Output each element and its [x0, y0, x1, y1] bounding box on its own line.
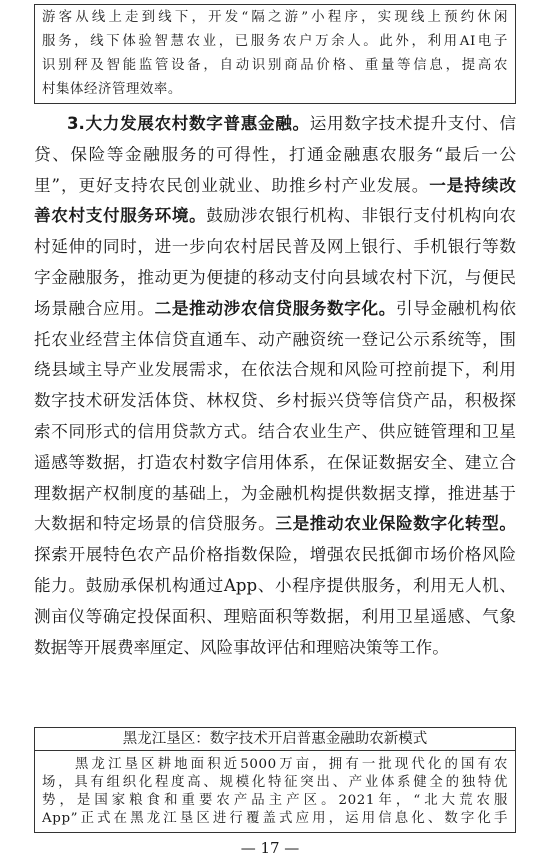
case-top-line: 识别秤及智能监管设备，自动识别商品价格、重量等信息，提高农 — [42, 58, 508, 73]
case-bottom-line: 场，具有组织化程度高、规模化特征突出、产业体系健全的独特优 — [42, 775, 508, 790]
body-line — [34, 329, 516, 351]
body-text: 字金融服务，推动更为便捷的移动支付向县域农村下沉，与便民 — [34, 268, 516, 287]
body-line — [34, 236, 516, 258]
case-box-title: 黑龙江垦区：数字技术开启普惠金融助农新模式 — [122, 731, 428, 747]
body-text: 理数据产权制度的基础上，为金融机构提供数据支撑，推进基于 — [34, 483, 516, 503]
body-text: 大数据和特定场景的信贷服务。 — [34, 514, 276, 534]
body-text: 托农业经营主体信贷直通车、动产融资统一登记公示系统等，围 — [34, 329, 516, 349]
body-line — [34, 637, 516, 659]
case-bottom-line: App”正式在黑龙江垦区进行覆盖式应用，运用信息化、数字化手 — [42, 811, 508, 826]
body-text: 场景融合应用。 — [34, 298, 155, 318]
body-line — [34, 113, 516, 135]
body-text: 绕县域主导产业发展需求，在依法合规和风险可控前提下，利用 — [34, 360, 516, 380]
body-emphasis: 三是推动农业保险数字化转型。 — [275, 514, 517, 534]
page-number: — 17 — — [240, 839, 300, 857]
body-text: 探索开展特色农产品价格指数保险，增强农民抵御市场价格风险 — [34, 545, 516, 565]
body-text: 鼓励涉农银行机构、非银行支付机构向农 — [206, 206, 517, 226]
body-text: 引导金融机构依 — [396, 298, 517, 318]
body-line — [34, 483, 516, 505]
body-text: 贷、保险等金融服务的可得性，打通金融惠农服务“最后一公 — [34, 144, 516, 164]
body-emphasis: 二是推动涉农信贷服务数字化。 — [154, 298, 396, 318]
body-emphasis: 一是持续改 — [429, 175, 517, 195]
body-emphasis: 3.大力发展农村数字普惠金融。 — [67, 114, 310, 133]
case-top-line: 服务，线下体验智慧农业，已服务农户万余人。此外，利用AI电子 — [42, 34, 508, 49]
body-line — [34, 390, 516, 412]
body-line — [34, 544, 516, 566]
body-line — [34, 575, 516, 597]
body-line — [34, 452, 516, 474]
body-text: 索不同形式的信用贷款方式。结合农业生产、供应链管理和卫星 — [34, 422, 516, 441]
case-bottom-line: 势，是国家粮食和重要农产品主产区。2021年，“北大荒农服 — [42, 793, 508, 808]
body-text: 遥感等数据，打造农村数字信用体系，在保证数据安全、建立合 — [34, 452, 516, 472]
body-line — [34, 175, 516, 197]
body-line — [34, 267, 516, 289]
body-text: 数据等开展费率厘定、风险事故评估和理赔决策等工作。 — [34, 637, 449, 657]
case-top-line: 村集体经济管理效率。 — [42, 82, 182, 97]
body-text: 里”，更好支持农民创业就业、助推乡村产业发展。 — [34, 175, 430, 195]
body-line — [34, 606, 516, 628]
body-text: 测亩仪等确定投保面积、理赔面积等数据，利用卫星遥感、气象 — [34, 606, 516, 626]
case-top-line: 游客从线上走到线下，开发“隔之游”小程序，实现线上预约休闲 — [42, 10, 508, 25]
case-bottom-line: 黑龙江垦区耕地面积近5000万亩，拥有一批现代化的国有农 — [42, 757, 508, 772]
body-line — [34, 298, 516, 320]
body-text: 村延伸的同时，进一步向农村居民普及网上银行、手机银行等数 — [34, 237, 516, 257]
body-line — [34, 144, 516, 166]
body-text: 运用数字技术提升支付、信 — [309, 114, 516, 133]
body-text: 能力。鼓励承保机构通过App、小程序提供服务，利用无人机、 — [34, 576, 516, 595]
body-emphasis: 善农村支付服务环境。 — [34, 206, 207, 226]
body-line — [34, 513, 516, 535]
body-line — [34, 205, 516, 227]
body-text: 数字技术研发活体贷、林权贷、乡村振兴贷等信贷产品，积极探 — [34, 391, 516, 411]
body-line — [34, 359, 516, 381]
body-line — [34, 421, 516, 443]
